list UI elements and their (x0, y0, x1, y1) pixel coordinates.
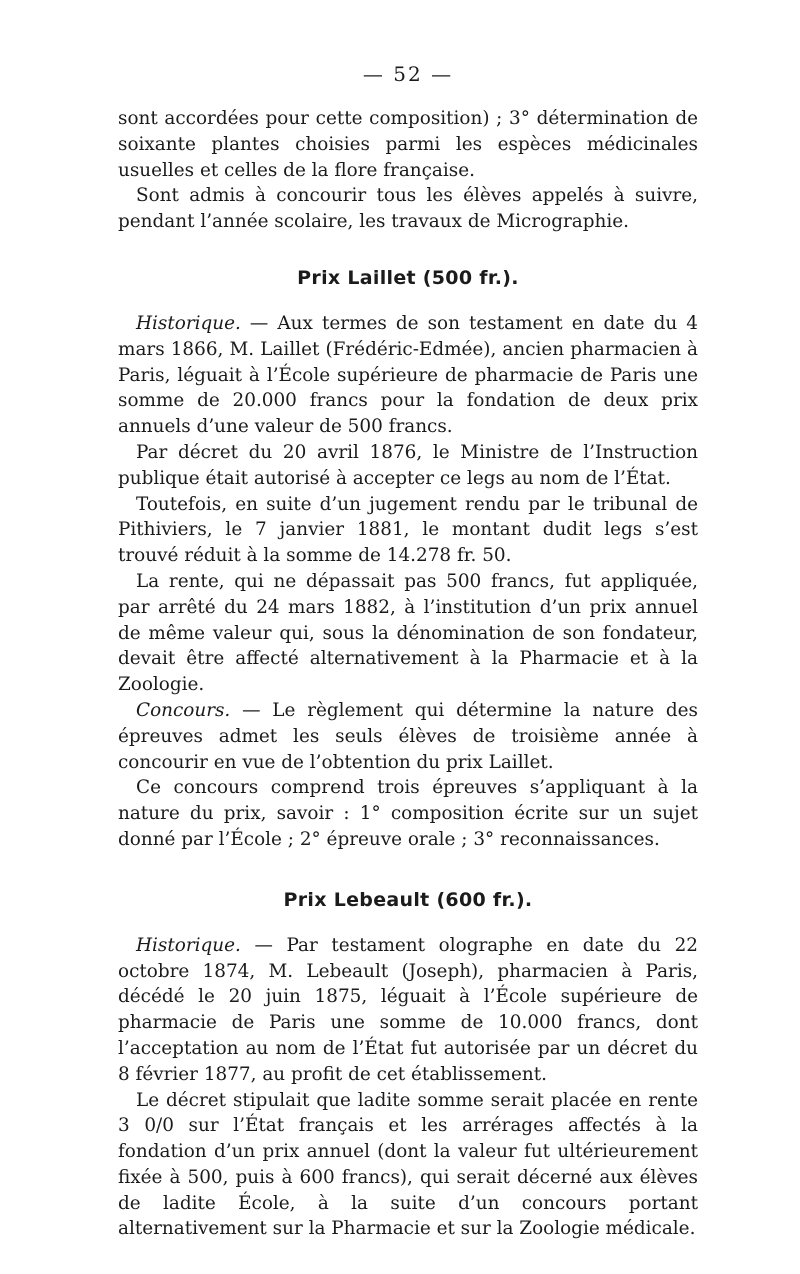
historique-text: — Par testament olographe en date du 22 octobre 1874, M. Lebeault (Joseph), pharmacien à Paris, décédé le 20 juin 1875, léguait à l’École supérieure de pharmacie de Paris une somme de 10.000 francs, dont l’acceptation au nom de l’État fut autorisée par un décret du 8 février 1877, au profit de cet établissement. (118, 934, 698, 1085)
intro-paragraph-admission: Sont admis à concourir tous les élèves appelés à suivre, pendant l’année scolaire, les travaux de Micrographie. (118, 185, 698, 233)
laillet-concours-paragraph (118, 698, 698, 775)
page-number: — 52 — (362, 62, 454, 86)
historique-text: — Aux termes de son testament en date du 4 mars 1866, M. Laillet (Frédéric-Edmée), ancien pharmacien à Paris, léguait à l’École supérieure de pharmacie de Paris une somme de 20.000 francs pour la fondation de deux prix annuels d’une valeur de 500 francs. (118, 312, 698, 438)
lebeault-decret-paragraph: Le décret stipulait que ladite somme serait placée en rente 3 0/0 sur l’État français et les arrérages affectés à la fondation d’un prix annuel (dont la valeur fut ultérieurement fixée à 500, puis à 600 francs), qui serait décerné aux élèves de ladite École, à la suite d’un concours portant alternativement sur la Pharmacie et sur la Zoologie médicale. (118, 1089, 698, 1240)
intro-paragraph-continued: sont accordées pour cette composition) ; 3° détermination de soixante plantes choisies parmi les espèces médicinales usuelles et celles de la flore française. (118, 108, 698, 181)
concours-text: — Le règlement qui détermine la nature des épreuves admet les seuls élèves de troisième année à concourir en vue de l’obtention du prix Laillet. (118, 699, 698, 773)
historique-label: Historique. (136, 312, 241, 334)
laillet-historique-paragraph (118, 311, 698, 440)
section-title-lebeault: Prix Lebeault (600 fr.). (283, 888, 533, 911)
historique-label: Historique. (136, 934, 241, 956)
laillet-rente-paragraph: La rente, qui ne dépassait pas 500 francs, fut appliquée, par arrêté du 24 mars 1882, à l’institution d’un prix annuel de même valeur qui, sous la dénomination de son fondateur, devait être affecté alternativement à la Pharmacie et à la Zoologie. (118, 570, 698, 696)
section-title-laillet: Prix Laillet (500 fr.). (297, 266, 519, 289)
concours-label: Concours. (136, 699, 231, 721)
lebeault-historique-paragraph (118, 933, 698, 1088)
page (118, 62, 698, 1242)
laillet-toutefois-paragraph: Toutefois, en suite d’un jugement rendu par le tribunal de Pithiviers, le 7 janvier 1881, le montant dudit legs s’est trouvé réduit à la somme de 14.278 fr. 50. (118, 493, 698, 567)
laillet-epreuves-paragraph: Ce concours comprend trois épreuves s’appliquant à la nature du prix, savoir : 1° composition écrite sur un sujet donné par l’École ; 2° épreuve orale ; 3° reconnaissances. (118, 777, 698, 850)
laillet-decret-paragraph: Par décret du 20 avril 1876, le Ministre de l’Instruction publique était autorisé à accepter ce legs au nom de l’État. (118, 441, 698, 489)
